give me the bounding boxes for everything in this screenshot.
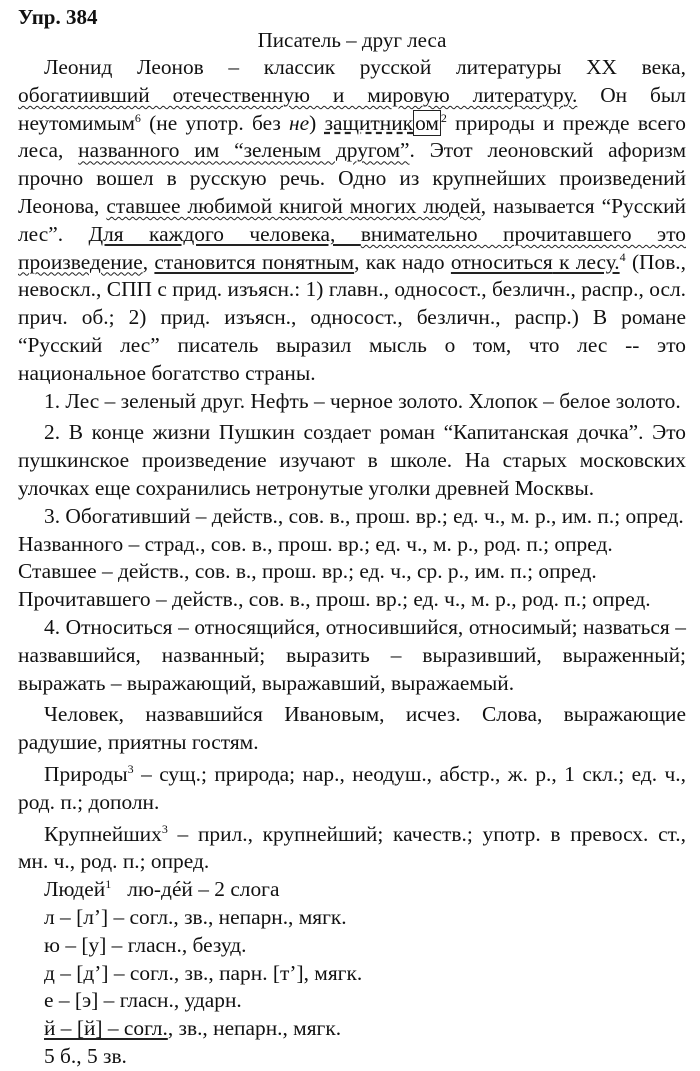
exercise-number: Упр. 384 bbox=[18, 5, 98, 29]
text-fragment: Леонид Леонов – классик русской литературы XX века, bbox=[44, 55, 686, 79]
task-2: 2. В конце жизни Пушкин создает роман “Капитанская дочка”. Это пушкинское произведение изучают в школе. На старых московских улочках еще сохранились нетронутые уголки древней Москвы. bbox=[18, 420, 686, 500]
morph-analysis-2 bbox=[18, 821, 686, 877]
task-3-line: Прочитавшего – действ., сов. в., прош. вр.; ед. ч., м. р., род. п.; опред. bbox=[18, 587, 651, 612]
phonetic-line: д – [д’] – согл., зв., парн. [т’], мягк. bbox=[44, 960, 363, 985]
phonetic-header bbox=[18, 876, 686, 904]
text-fragment: , как надо bbox=[354, 249, 451, 274]
footnote-mark: 2 bbox=[440, 110, 447, 125]
text-fragment: ) bbox=[309, 110, 325, 135]
task-1: 1. Лес – зеленый друг. Нефть – черное золото. Хлопок – белое золото. bbox=[44, 388, 681, 413]
text-fragment: природы и прежде всего леса, bbox=[18, 110, 686, 163]
text-fragment: Он был неутомимым bbox=[18, 82, 686, 135]
text-fragment: , bbox=[142, 249, 155, 274]
analysed-word: Природы bbox=[44, 761, 128, 786]
footnote-mark: 1 bbox=[105, 876, 112, 891]
text-fragment: (не употр. без bbox=[140, 110, 290, 135]
text-fragment: к лесу. bbox=[552, 249, 620, 274]
syllables: лю-дéй – 2 слога bbox=[127, 877, 280, 902]
analysis-text: – прил., крупнейший; качеств.; употр. в превосх. ст., мн. ч., род. п.; опред. bbox=[18, 821, 686, 874]
participle-phrase-1: обогатиивший отечественную и мировую литературу. bbox=[18, 82, 578, 107]
predicate-2: относиться bbox=[450, 249, 553, 274]
text-fragment: (Пов., невоскл., СПП с прид. изъясн.: 1) главн., односост., безличн., распр., осл. прич. об.; 2) прид. изъясн., односост., безличн., распр.) В романе “Русский лес” писатель выразил мысль о том, что лес -- это национальное богатство страны. bbox=[18, 249, 686, 385]
main-text bbox=[18, 54, 686, 388]
footnote-mark: 4 bbox=[619, 249, 626, 264]
text-fragment: , называется “Русский лес”. bbox=[18, 193, 686, 246]
phonetic-rest: , зв., непарн., мягк. bbox=[167, 1016, 342, 1041]
participle-phrase-2: названного им “зеленым другом” bbox=[78, 138, 410, 163]
text-fragment: не bbox=[289, 110, 310, 135]
footnote-mark: 6 bbox=[134, 110, 141, 125]
analysed-word: Людей bbox=[44, 877, 106, 902]
phonetic-total: 5 б., 5 зв. bbox=[44, 1043, 127, 1068]
phonetic-line bbox=[18, 1015, 686, 1043]
task-4: 4. Относиться – относящийся, относившийся, относимый; назваться – назвавшийся, названный; выразить – выразивший, выраженный; выражать – выражающий, выражавший, выражаемый. bbox=[18, 614, 686, 695]
example-sentences: Человек, назвавшийся Ивановым, исчез. Слова, выражающие радушие, приятны гостям. bbox=[18, 702, 686, 755]
predicate: становится понятным bbox=[154, 249, 355, 274]
morph-analysis-1 bbox=[18, 761, 686, 817]
analysis-text: – сущ.; природа; нар., неодуш., абстр., ж. р., 1 скл.; ед. ч., род. п.; дополн. bbox=[18, 761, 686, 814]
phonetic-underlined: й – [й] – согл. bbox=[44, 1016, 168, 1041]
participle-phrase-4: внимательно прочитавшего это произведение bbox=[18, 221, 686, 274]
text-title: Писатель – друг леса bbox=[257, 28, 447, 52]
phonetic-line: е – [э] – гласн., ударн. bbox=[44, 988, 242, 1013]
footnote-mark: 3 bbox=[161, 821, 168, 836]
footnote-mark: 3 bbox=[127, 761, 134, 776]
word-defender: защитник bbox=[324, 110, 414, 135]
analysed-word: Крупнейших bbox=[44, 821, 162, 846]
task-3-line: Названного – страд., сов. в., прош. вр.; ед. ч., м. р., род. п.; опред. bbox=[18, 531, 613, 556]
text-fragment: . Этот леоновский афоризм прочно вошел в русскую речь. Одно из крупнейших произведений Леонова, bbox=[18, 138, 686, 218]
phonetic-line: л – [л’] – согл., зв., непарн., мягк. bbox=[44, 904, 347, 929]
task-3-line: Ставшее – действ., сов. в., прош. вр.; ед. ч., ср. р., им. п.; опред. bbox=[18, 559, 597, 584]
word-ending-box: ом bbox=[415, 110, 439, 135]
task-3-line: 3. Обогативший – действ., сов. в., прош. вр.; ед. ч., м. р., им. п.; опред. bbox=[44, 503, 684, 528]
phonetic-line: ю – [у] – гласн., безуд. bbox=[44, 932, 247, 957]
participle-phrase-3: ставшее любимой книгой многих людей bbox=[106, 193, 481, 218]
text-fragment: Для каждого человека, bbox=[88, 221, 361, 246]
